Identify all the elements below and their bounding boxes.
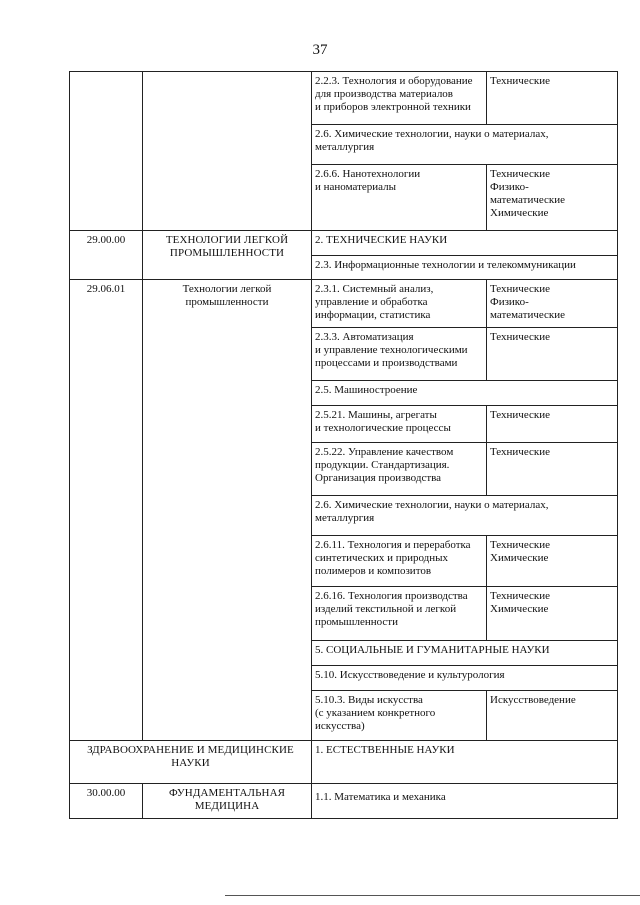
science-branch-cell: Технические Физико- математические Химические (487, 165, 618, 231)
science-branch-cell: Технические Физико- математические (487, 280, 618, 328)
code-cell: 29.06.01 (70, 280, 143, 741)
science-branch-cell: Технические (487, 406, 618, 443)
table-row (70, 72, 618, 125)
specialty-cell: 5.10.3. Виды искусства (с указанием конкретного искусства) (312, 691, 487, 741)
specialty-group-cell: 5.10. Искусствоведение и культурология (312, 666, 618, 691)
specialty-group-cell: 5. СОЦИАЛЬНЫЕ И ГУМАНИТАРНЫЕ НАУКИ (312, 641, 618, 666)
specialty-cell: 2.2.3. Технология и оборудование для производства материалов и приборов электронной техники (312, 72, 487, 125)
code-cell (70, 72, 143, 231)
code-cell: 29.00.00 (70, 231, 143, 280)
code-cell: 30.00.00 (70, 784, 143, 819)
table-row (70, 741, 618, 784)
specialty-group-cell: 2.6. Химические технологии, науки о материалах, металлургия (312, 496, 618, 536)
name-cell (143, 72, 312, 231)
science-branch-cell: Технические Химические (487, 587, 618, 641)
name-cell: Технологии легкой промышленности (143, 280, 312, 741)
specialty-cell: 2.3.1. Системный анализ, управление и обработка информации, статистика (312, 280, 487, 328)
page-number: 37 (312, 42, 328, 58)
science-branch-cell: Технические (487, 443, 618, 496)
specialty-group-cell: 2.6. Химические технологии, науки о материалах, металлургия (312, 125, 618, 165)
name-cell: ФУНДАМЕНТАЛЬНАЯ МЕДИЦИНА (143, 784, 312, 819)
specialty-cell: 2.6.16. Технология производства изделий текстильной и легкой промышленности (312, 587, 487, 641)
name-cell: ТЕХНОЛОГИИ ЛЕГКОЙ ПРОМЫШЛЕННОСТИ (143, 231, 312, 280)
specialty-cell: 2.3.3. Автоматизация и управление технологическими процессами и производствами (312, 328, 487, 381)
table-row (70, 231, 618, 256)
science-branch-cell: Технические (487, 328, 618, 381)
science-branch-cell: Технические (487, 72, 618, 125)
specialty-cell: 2.6.6. Нанотехнологии и наноматериалы (312, 165, 487, 231)
specialty-group-cell: 2. ТЕХНИЧЕСКИЕ НАУКИ (312, 231, 618, 256)
table-row (70, 280, 618, 328)
specialties-table (69, 71, 618, 819)
specialty-group-cell: 2.3. Информационные технологии и телекоммуникации (312, 256, 618, 280)
science-branch-cell: Технические Химические (487, 536, 618, 587)
specialty-cell: 2.5.21. Машины, агрегаты и технологические процессы (312, 406, 487, 443)
specialty-group-cell: 1. ЕСТЕСТВЕННЫЕ НАУКИ (312, 741, 618, 784)
table-row (70, 784, 618, 819)
specialty-cell: 2.5.22. Управление качеством продукции. Стандартизация. Организация производства (312, 443, 487, 496)
bottom-rule (225, 895, 640, 896)
science-branch-cell: Искусствоведение (487, 691, 618, 741)
specialty-group-cell: 1.1. Математика и механика (312, 784, 618, 819)
section-heading-cell: ЗДРАВООХРАНЕНИЕ И МЕДИЦИНСКИЕ НАУКИ (70, 741, 312, 784)
specialty-cell: 2.6.11. Технология и переработка синтетических и природных полимеров и композитов (312, 536, 487, 587)
specialty-group-cell: 2.5. Машиностроение (312, 381, 618, 406)
